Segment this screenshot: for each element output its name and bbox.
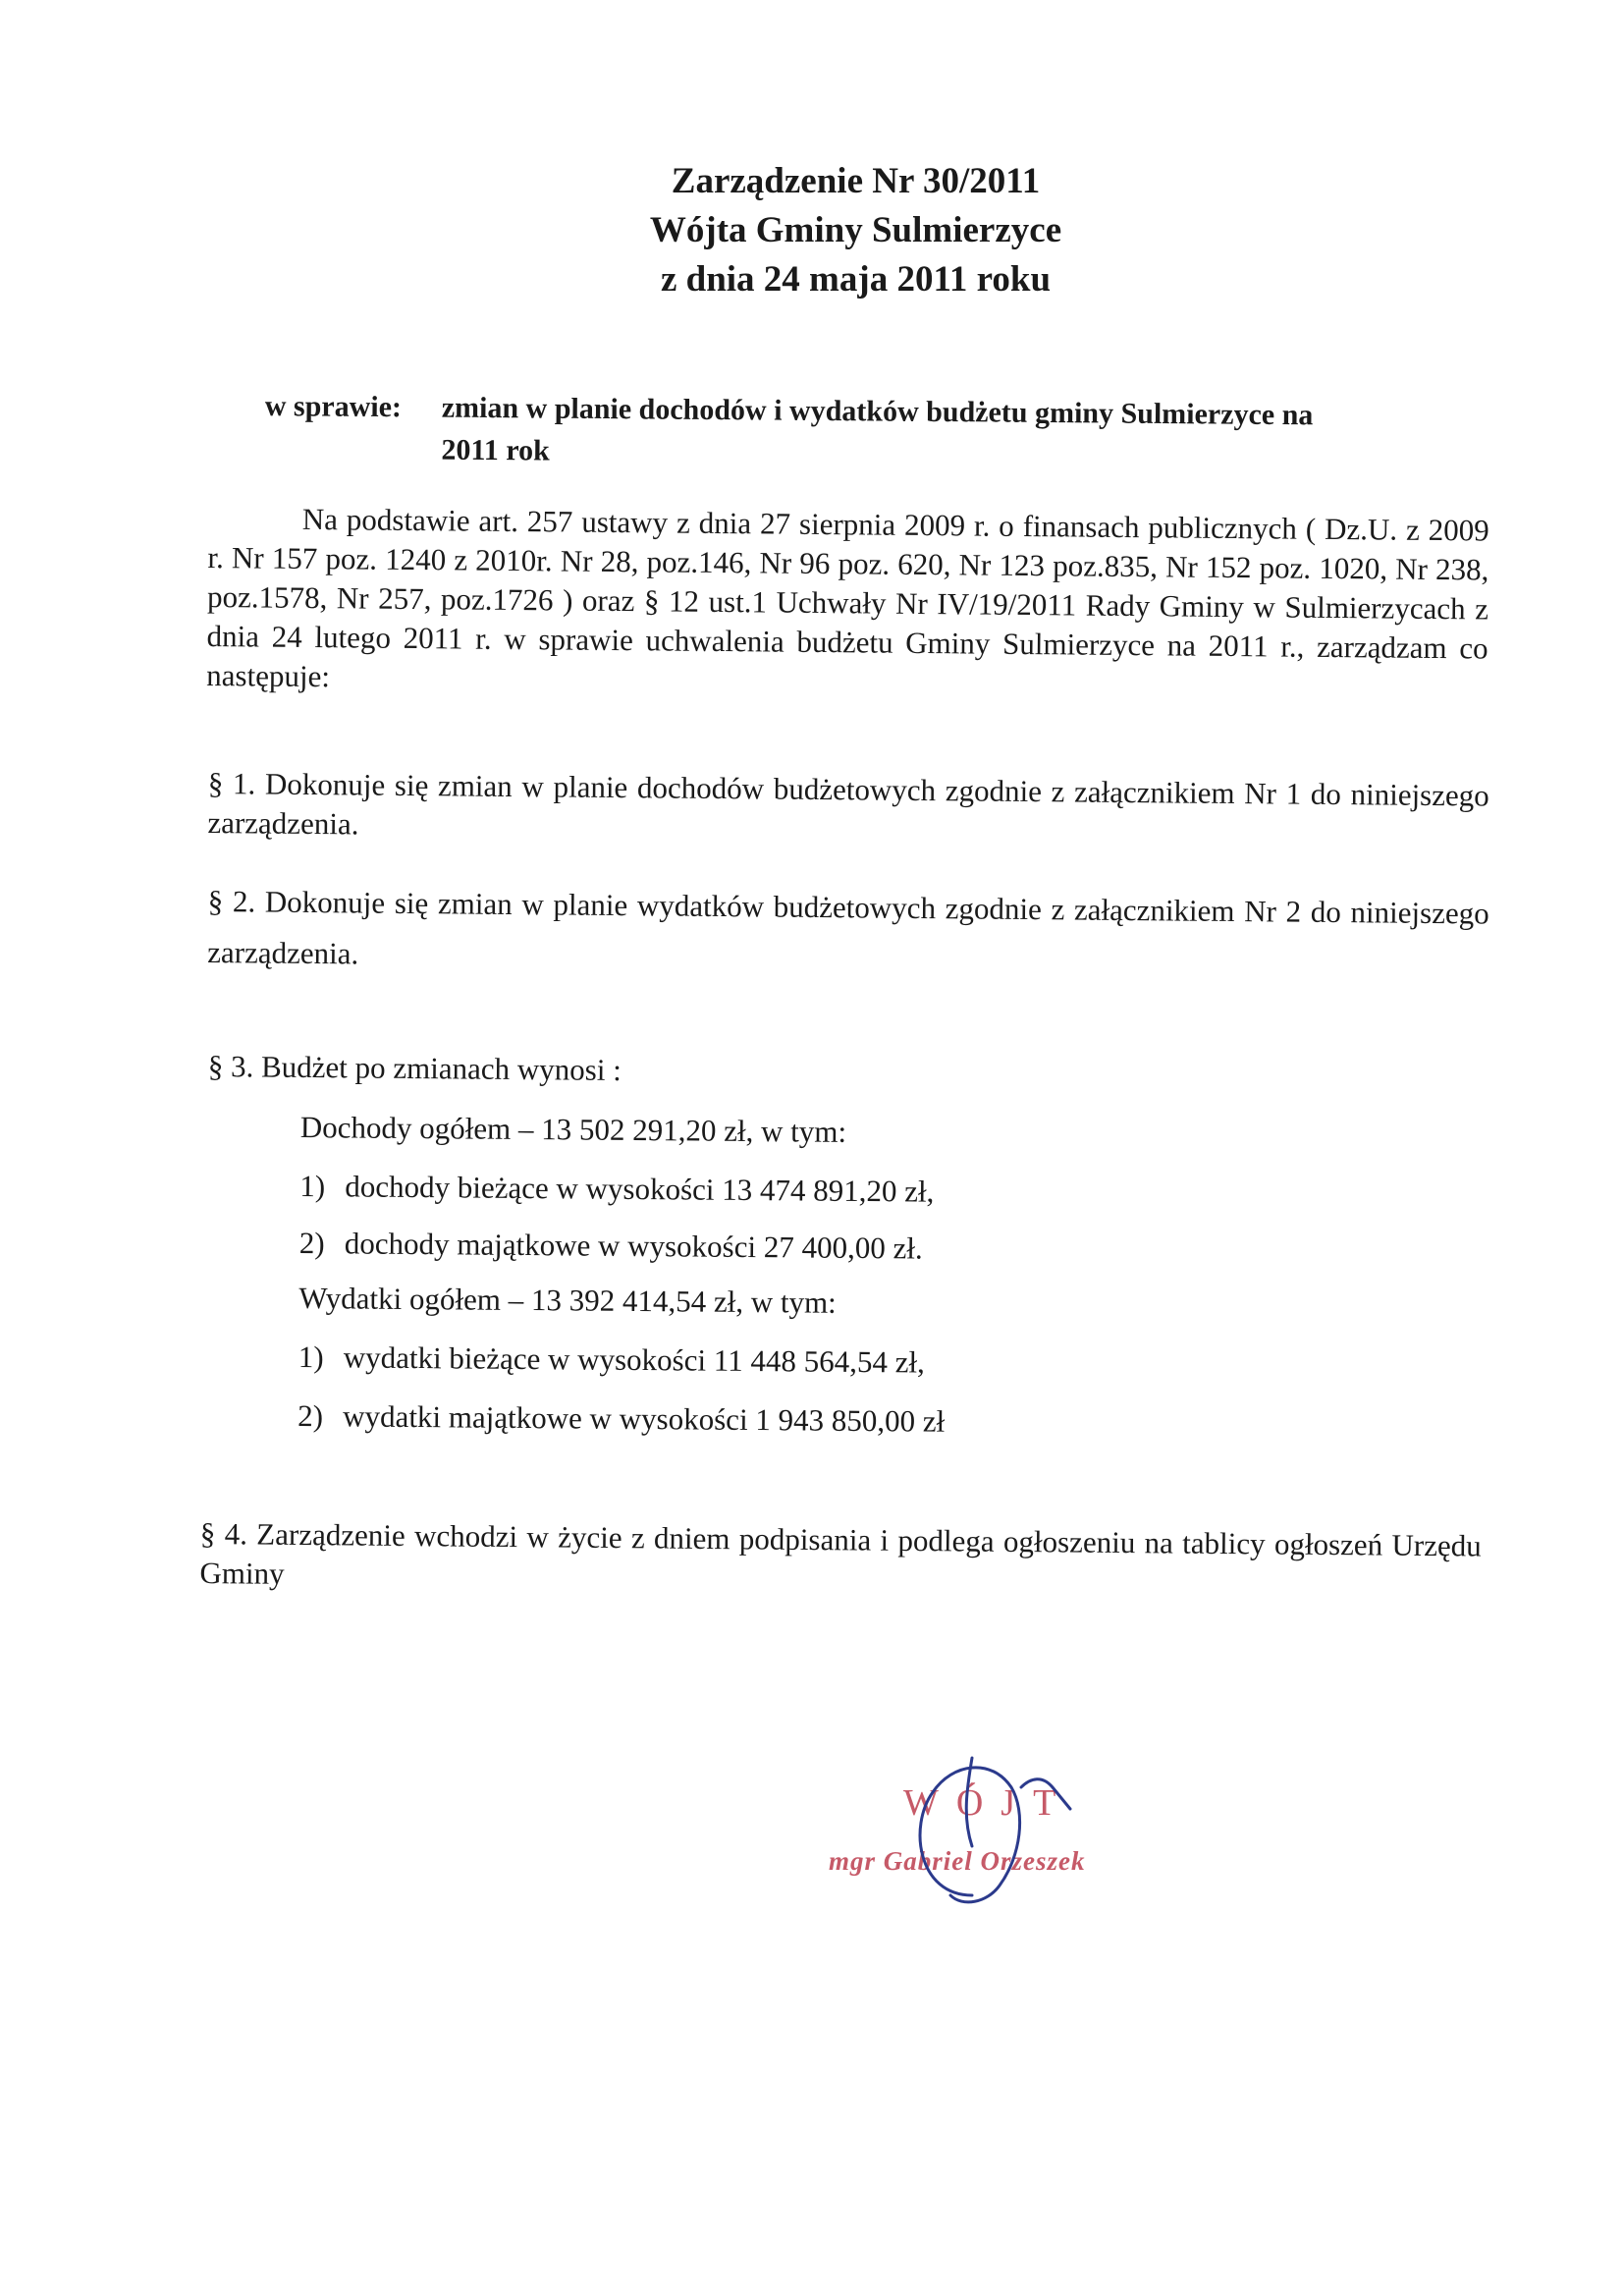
section-1-text: § 1. Dokonuje się zmian w planie dochodów budżetowych zgodnie z załącznikiem Nr 1 do niniejszego zarządzenia. <box>207 765 1489 842</box>
header-issuer: Wójta Gminy Sulmierzyce <box>649 210 1062 250</box>
subject-text-continued: 2011 rok <box>441 433 550 467</box>
stamp-title: WÓJT <box>903 1782 1074 1824</box>
section-1 <box>207 764 1489 855</box>
expense-item-number: 1) <box>298 1339 324 1375</box>
expense-item <box>298 1338 925 1383</box>
subject-block <box>264 385 1463 480</box>
document-header <box>0 157 1623 304</box>
expense-total: Wydatki ogółem – 13 392 414,54 zł, w tym: <box>298 1280 837 1320</box>
section-3-text: § 3. Budżet po zmianach wynosi : <box>207 1048 622 1088</box>
income-item-number: 2) <box>298 1225 325 1261</box>
income-total: Dochody ogółem – 13 502 291,20 zł, w tym: <box>299 1109 847 1149</box>
legal-basis-text: Na podstawie art. 257 ustawy z dnia 27 sierpnia 2009 r. o finansach publicznych ( Dz.U. z 2009 r. Nr 157 poz. 1240 z 2010r. Nr 28, poz.146, Nr 96 poz. 620, Nr 123 poz.835, Nr 152 poz. 1020, Nr 238, poz.1578, Nr 257, poz.1726 ) oraz § 12 ust.1 Uchwały Nr IV/19/2011 Rady Gminy w Sulmierzycach z dnia 24 lutego 2011 r. w sprawie uchwalenia budżetu Gminy Sulmierzyce na 2011 r., zarządzam co następuje: <box>206 501 1489 694</box>
stamp-name: mgr Gabriel Orzeszek <box>829 1846 1086 1876</box>
income-item-number: 1) <box>299 1168 326 1204</box>
section-3 <box>208 1047 1489 1099</box>
income-item-text: dochody majątkowe w wysokości 27 400,00 zł. <box>344 1226 923 1266</box>
header-title: Zarządzenie Nr 30/2011 <box>671 161 1041 201</box>
section-2 <box>207 876 1489 991</box>
subject-label: w sprawie: <box>264 389 403 424</box>
expense-item-text: wydatki majątkowe w wysokości 1 943 850,00 zł <box>343 1398 946 1439</box>
income-item <box>299 1167 934 1212</box>
legal-basis-paragraph <box>206 499 1489 708</box>
official-stamp <box>825 1748 1237 1925</box>
subject-text: zmian w planie dochodów i wydatków budżetu gminy Sulmierzyce na <box>441 391 1314 432</box>
section-2-text: § 2. Dokonuje się zmian w planie wydatków budżetowych zgodnie z załącznikiem Nr 2 do niniejszego zarządzenia. <box>207 883 1489 971</box>
header-date: z dnia 24 maja 2011 roku <box>660 259 1052 300</box>
income-item <box>299 1224 923 1269</box>
income-item-text: dochody bieżące w wysokości 13 474 891,20 zł, <box>345 1169 935 1209</box>
expense-item-text: wydatki bieżące w wysokości 11 448 564,54 zł, <box>343 1339 925 1380</box>
section-4 <box>199 1514 1482 1606</box>
handwritten-signature <box>825 1748 1237 1925</box>
expense-item-number: 2) <box>298 1397 324 1434</box>
section-4-text: § 4. Zarządzenie wchodzi w życie z dniem podpisania i podlega ogłoszeniu na tablicy ogłoszeń Urzędu Gminy <box>199 1515 1482 1591</box>
expense-item <box>298 1396 945 1442</box>
